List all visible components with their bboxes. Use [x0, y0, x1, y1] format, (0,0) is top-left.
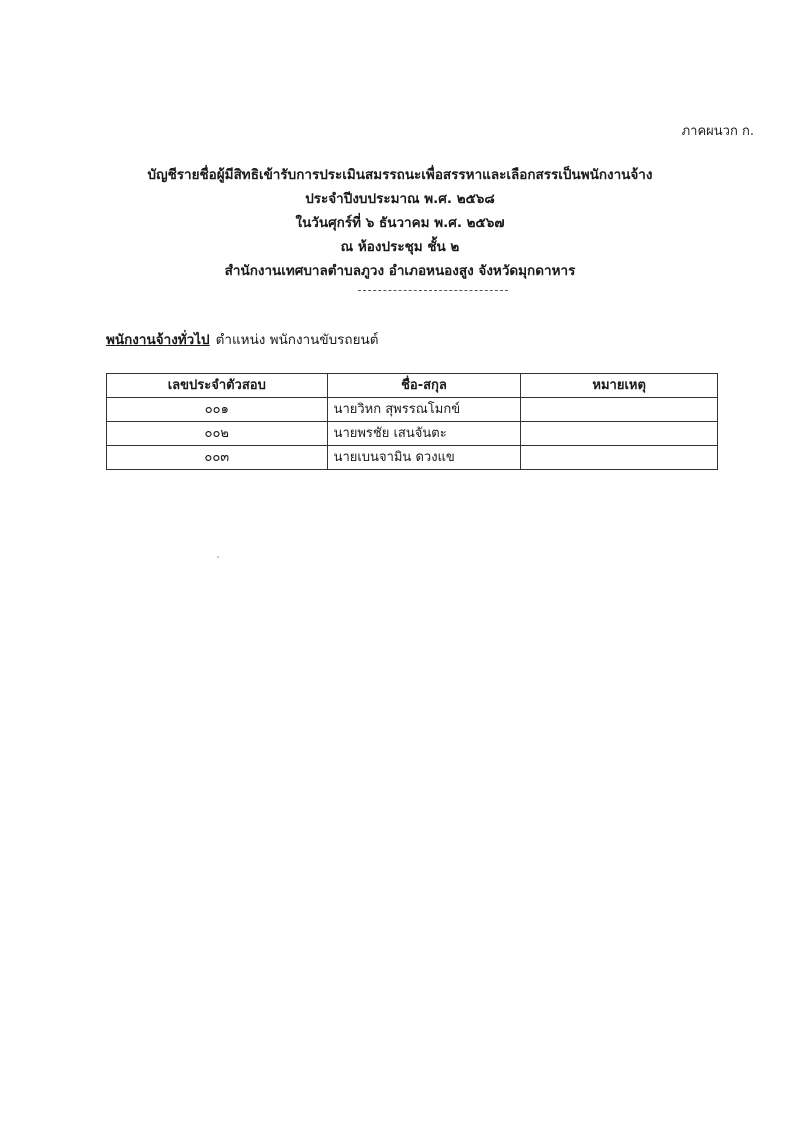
remarks-cell	[521, 398, 718, 422]
exam-number-cell: ๐๐๑	[107, 398, 328, 422]
document-heading	[0, 163, 800, 283]
header-remarks: หมายเหตุ	[521, 374, 718, 398]
heading-divider	[358, 290, 508, 291]
heading-line-fiscal-year: ประจำปีงบประมาณ พ.ศ. ๒๕๖๘	[305, 191, 495, 207]
header-full-name: ชื่อ-สกุล	[327, 374, 521, 398]
table-row	[107, 446, 718, 470]
header-exam-number: เลขประจำตัวสอบ	[107, 374, 328, 398]
remarks-cell	[521, 422, 718, 446]
employee-group: พนักงานจ้างทั่วไป	[106, 332, 210, 348]
position-line	[106, 328, 379, 350]
full-name-cell: นายวิหก สุพรรณโมกข์	[327, 398, 521, 422]
heading-line-title: บัญชีรายชื่อผู้มีสิทธิเข้ารับการประเมินสมรรถนะเพื่อสรรหาและเลือกสรรเป็นพนักงานจ้าง	[147, 167, 653, 183]
candidate-table	[106, 373, 718, 470]
full-name-cell: นายเบนจามิน ดวงแข	[327, 446, 521, 470]
full-name-cell: นายพรชัย เสนจันตะ	[327, 422, 521, 446]
heading-line-office: สำนักงานเทศบาลตำบลภูวง อำเภอหนองสูง จังหวัดมุกดาหาร	[224, 263, 576, 279]
annex-label: ภาคผนวก ก.	[681, 124, 754, 139]
exam-number-cell: ๐๐๓	[107, 446, 328, 470]
exam-number-cell: ๐๐๒	[107, 422, 328, 446]
table-header-row	[107, 374, 718, 398]
heading-line-room: ณ ห้องประชุม ชั้น ๒	[340, 239, 460, 255]
remarks-cell	[521, 446, 718, 470]
table-row	[107, 398, 718, 422]
table-row	[107, 422, 718, 446]
heading-line-date: ในวันศุกร์ที่ ๖ ธันวาคม พ.ศ. ๒๕๖๗	[295, 215, 505, 231]
position-title: ตำแหน่ง พนักงานขับรถยนต์	[215, 332, 379, 348]
scan-speck	[217, 556, 219, 558]
